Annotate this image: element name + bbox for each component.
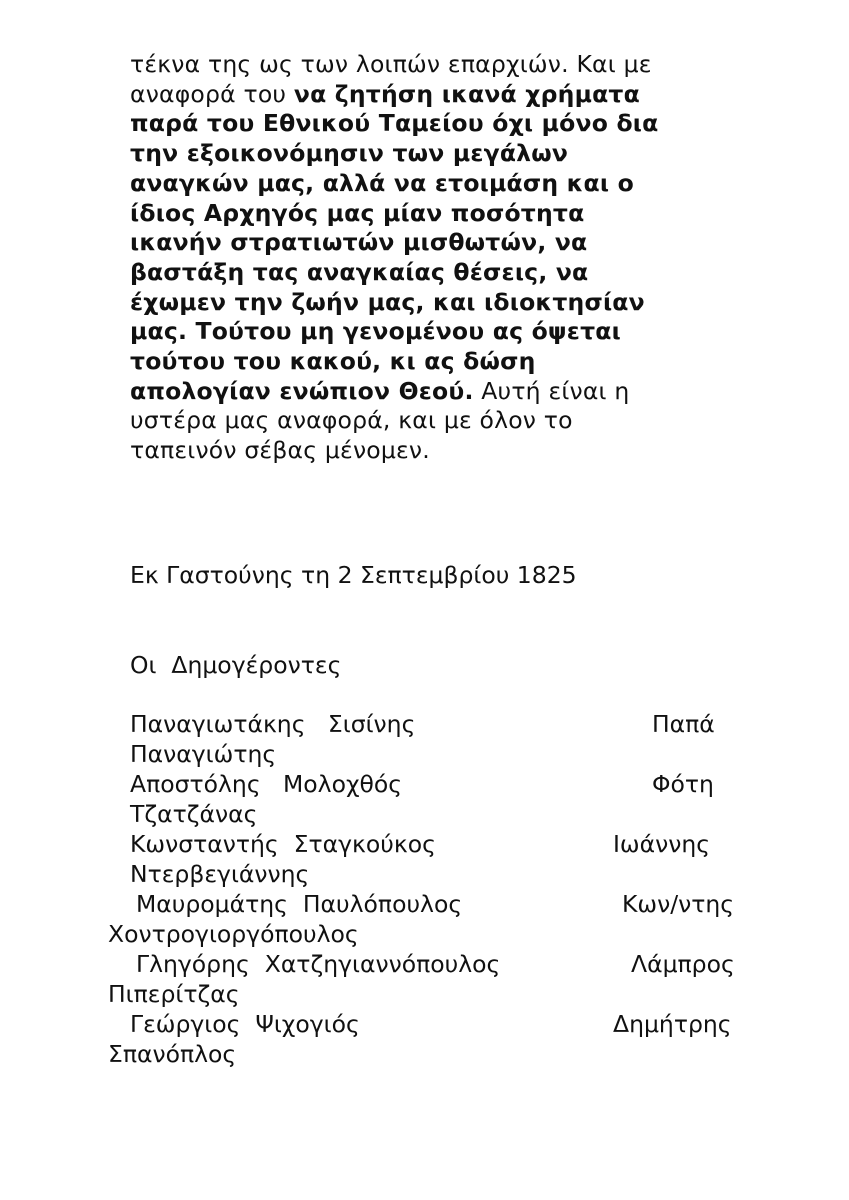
signatory-left-name: Μαυρομάτης Παυλόπουλος: [136, 890, 463, 918]
bold-text-run: παρά του Εθνικού Ταμείου όχι μόνο δια: [130, 109, 659, 138]
signatory-left-name: Κωνσταντής Σταγκούκος: [130, 830, 436, 858]
paragraph-line: [130, 199, 730, 229]
bold-text-run: βαστάξη τας αναγκαίας θέσεις, να: [130, 257, 589, 286]
bold-text-run: απολογίαν ενώπιον Θεού.: [130, 376, 474, 405]
paragraph-line: [130, 80, 730, 110]
signatory-right-name-continued: Παναγιώτης: [130, 740, 277, 768]
signatory-right-name-continued: Τζατζάνας: [130, 800, 258, 828]
text-run: Αυτή είναι η: [473, 376, 630, 405]
paragraph-line: [130, 288, 730, 318]
signatory-right-name: Παπά: [652, 710, 715, 738]
text-run: ταπεινόν σέβας μένομεν.: [130, 436, 430, 465]
paragraph-line: [130, 317, 730, 347]
paragraph-line: [130, 169, 730, 199]
text-run: υστέρα μας αναφορά, και με όλον το: [130, 406, 573, 435]
paragraph-line: [130, 109, 730, 139]
bold-text-run: μας. Τούτου μη γενομένου ας όψεται: [130, 317, 621, 346]
text-run: τέκνα της ως των λοιπών επαρχιών. Και με: [130, 50, 652, 78]
signatory-right-name: Ιωάννης: [613, 830, 711, 858]
signatories-heading: Οι Δημογέροντες: [130, 651, 342, 679]
bold-text-run: έχωμεν την ζωήν μας, και ιδιοκτησίαν: [130, 287, 645, 316]
signatory-left-name: Παναγιωτάκης Σισίνης: [130, 710, 416, 738]
bold-text-run: την εξοικονόμησιν των μεγάλων: [130, 139, 569, 168]
date-line: Εκ Γαστούνης τη 2 Σεπτεμβρίου 1825: [130, 561, 577, 589]
text-run: αναφορά του: [130, 79, 294, 108]
bold-text-run: ικανήν στρατιωτών μισθωτών, να: [130, 228, 588, 257]
paragraph-line: [130, 139, 730, 169]
signatory-right-name-continued: Πιπερίτζας: [108, 980, 240, 1008]
letter-paragraph: [130, 50, 730, 466]
signatory-left-name: Γληγόρης Χατζηγιαννόπουλος: [136, 950, 501, 978]
signatory-right-name: Κων/ντης: [622, 890, 735, 918]
signatory-right-name: Δημήτρης: [613, 1010, 732, 1038]
bold-text-run: να ζητήση ικανά χρήματα: [293, 79, 640, 108]
signatory-right-name-continued: Σπανόπλος: [108, 1040, 237, 1068]
signatory-right-name: Λάμπρος: [631, 950, 735, 978]
bold-text-run: αναγκών μας, αλλά να ετοιμάση και ο: [130, 168, 634, 197]
bold-text-run: τούτου του κακού, κι ας δώση: [130, 347, 536, 376]
signatory-left-name: Αποστόλης Μολοχθός: [130, 770, 403, 798]
paragraph-line: [130, 50, 730, 80]
paragraph-line: [130, 258, 730, 288]
signatory-left-name: Γεώργιος Ψιχογιός: [130, 1010, 360, 1038]
signatory-right-name: Φότη: [652, 770, 714, 798]
paragraph-line: [130, 436, 730, 466]
paragraph-line: [130, 347, 730, 377]
signatory-right-name-continued: Ντερβεγιάννης: [130, 860, 310, 888]
paragraph-line: [130, 377, 730, 407]
bold-text-run: ίδιος Αρχηγός μας μίαν ποσότητα: [130, 198, 585, 227]
signatory-right-name-continued: Χοντρογιοργόπουλος: [108, 920, 359, 948]
paragraph-line: [130, 406, 730, 436]
paragraph-line: [130, 228, 730, 258]
